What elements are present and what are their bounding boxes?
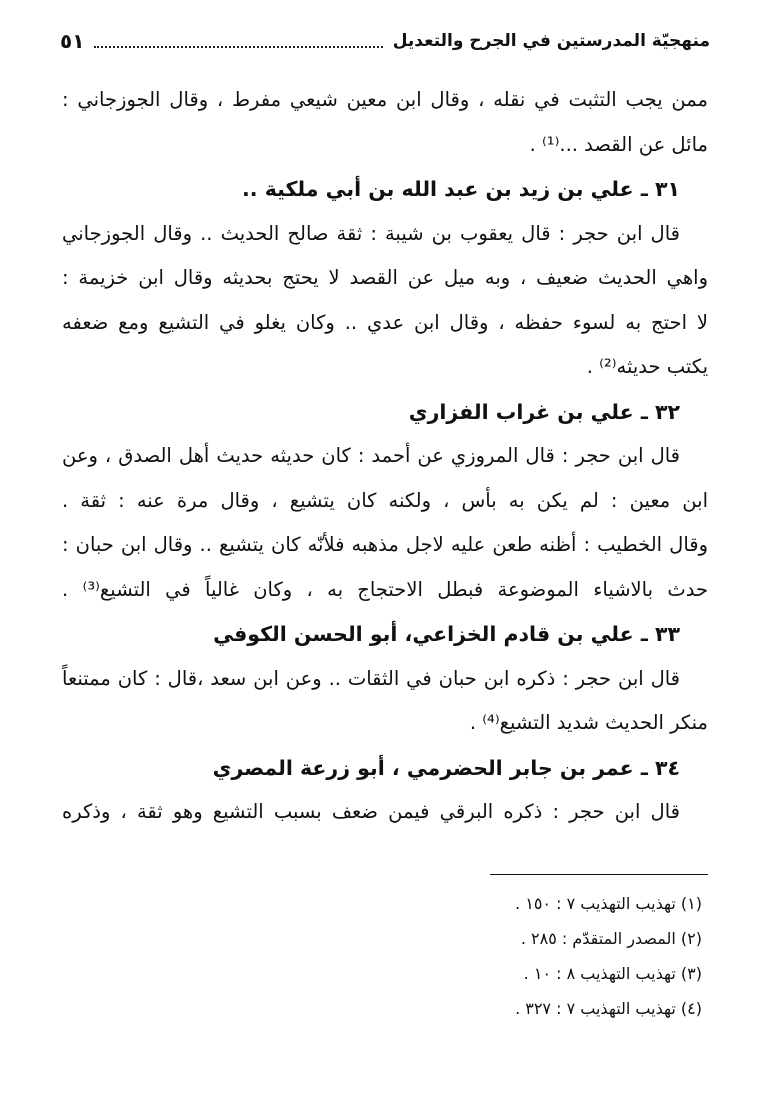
running-title: منهجيّة المدرستين في الجرح والتعديل <box>392 31 710 51</box>
running-header <box>60 26 710 56</box>
footnotes <box>302 886 702 1026</box>
footnote-divider <box>490 874 708 875</box>
page-number: ٥١ <box>60 29 85 53</box>
text-line: قال ابن حجر : ذكره البرقي فيمن ضعف بسبب التشيع وهو ثقة ، وذكره <box>62 800 680 823</box>
entry-heading: ٣٤ ـ عمر بن جابر الحضرمي ، أبو زرعة المصري <box>212 755 680 780</box>
text-line: ممن يجب التثبت في نقله ، وقال ابن معين شيعي مفرط ، وقال الجوزجاني : <box>62 88 708 111</box>
entry-heading: ٣٣ ـ علي بن قادم الخزاعي، أبو الحسن الكوفي <box>213 622 680 646</box>
text-line: حدث بالاشياء الموضوعة فبطل الاحتجاج به ، وكان غالياً في التشيع⁽³⁾ . <box>62 577 708 601</box>
text-line: قال ابن حجر : ذكره ابن حبان في الثقات .. وعن ابن سعد ،قال : كان ممتنعاً <box>62 666 680 690</box>
text-line: ابن معين : لم يكن به بأس ، ولكنه كان يتشيع ، وقال مرة عنه : ثقة . <box>62 488 708 512</box>
text-line: منكر الحديث شديد التشيع⁽⁴⁾ . <box>469 711 708 734</box>
text-line: قال ابن حجر : قال يعقوب بن شيبة : ثقة صالح الحديث .. وقال الجوزجاني <box>62 221 680 245</box>
main-text <box>62 78 708 835</box>
text-line: وقال الخطيب : أظنه طعن عليه لاجل مذهبه فلأنّه كان يتشيع .. وقال ابن حبان : <box>62 533 708 556</box>
text-line: يكتب حديثه⁽²⁾ . <box>586 355 708 378</box>
text-line: واهي الحديث ضعيف ، وبه ميل عن القصد لا يحتج بحديثه وقال ابن خزيمة : <box>62 266 708 289</box>
entry-heading: ٣٢ ـ علي بن غراب الفزاري <box>408 399 680 424</box>
entry-heading: ٣١ ـ علي بن زيد بن عبد الله بن أبي ملكية .. <box>242 177 680 201</box>
text-line: مائل عن القصد ...⁽¹⁾ . <box>529 132 708 156</box>
text-line: قال ابن حجر : قال المروزي عن أحمد : كان حديثه حديث أهل الصدق ، وعن <box>62 444 680 467</box>
footnote: (٢) المصدر المتقدّم : ٢٨٥ . <box>520 929 702 948</box>
text-line: لا احتج به لسوء حفظه ، وقال ابن عدي .. وكان يغلو في التشيع ومع ضعفه <box>62 310 708 334</box>
dotted-leader <box>94 46 382 48</box>
footnote: (٤) تهذيب التهذيب ٧ : ٣٢٧ . <box>515 999 702 1018</box>
footnote: (٣) تهذيب التهذيب ٨ : ١٠ . <box>523 964 702 983</box>
footnote: (١) تهذيب التهذيب ٧ : ١٥٠ . <box>515 894 702 913</box>
